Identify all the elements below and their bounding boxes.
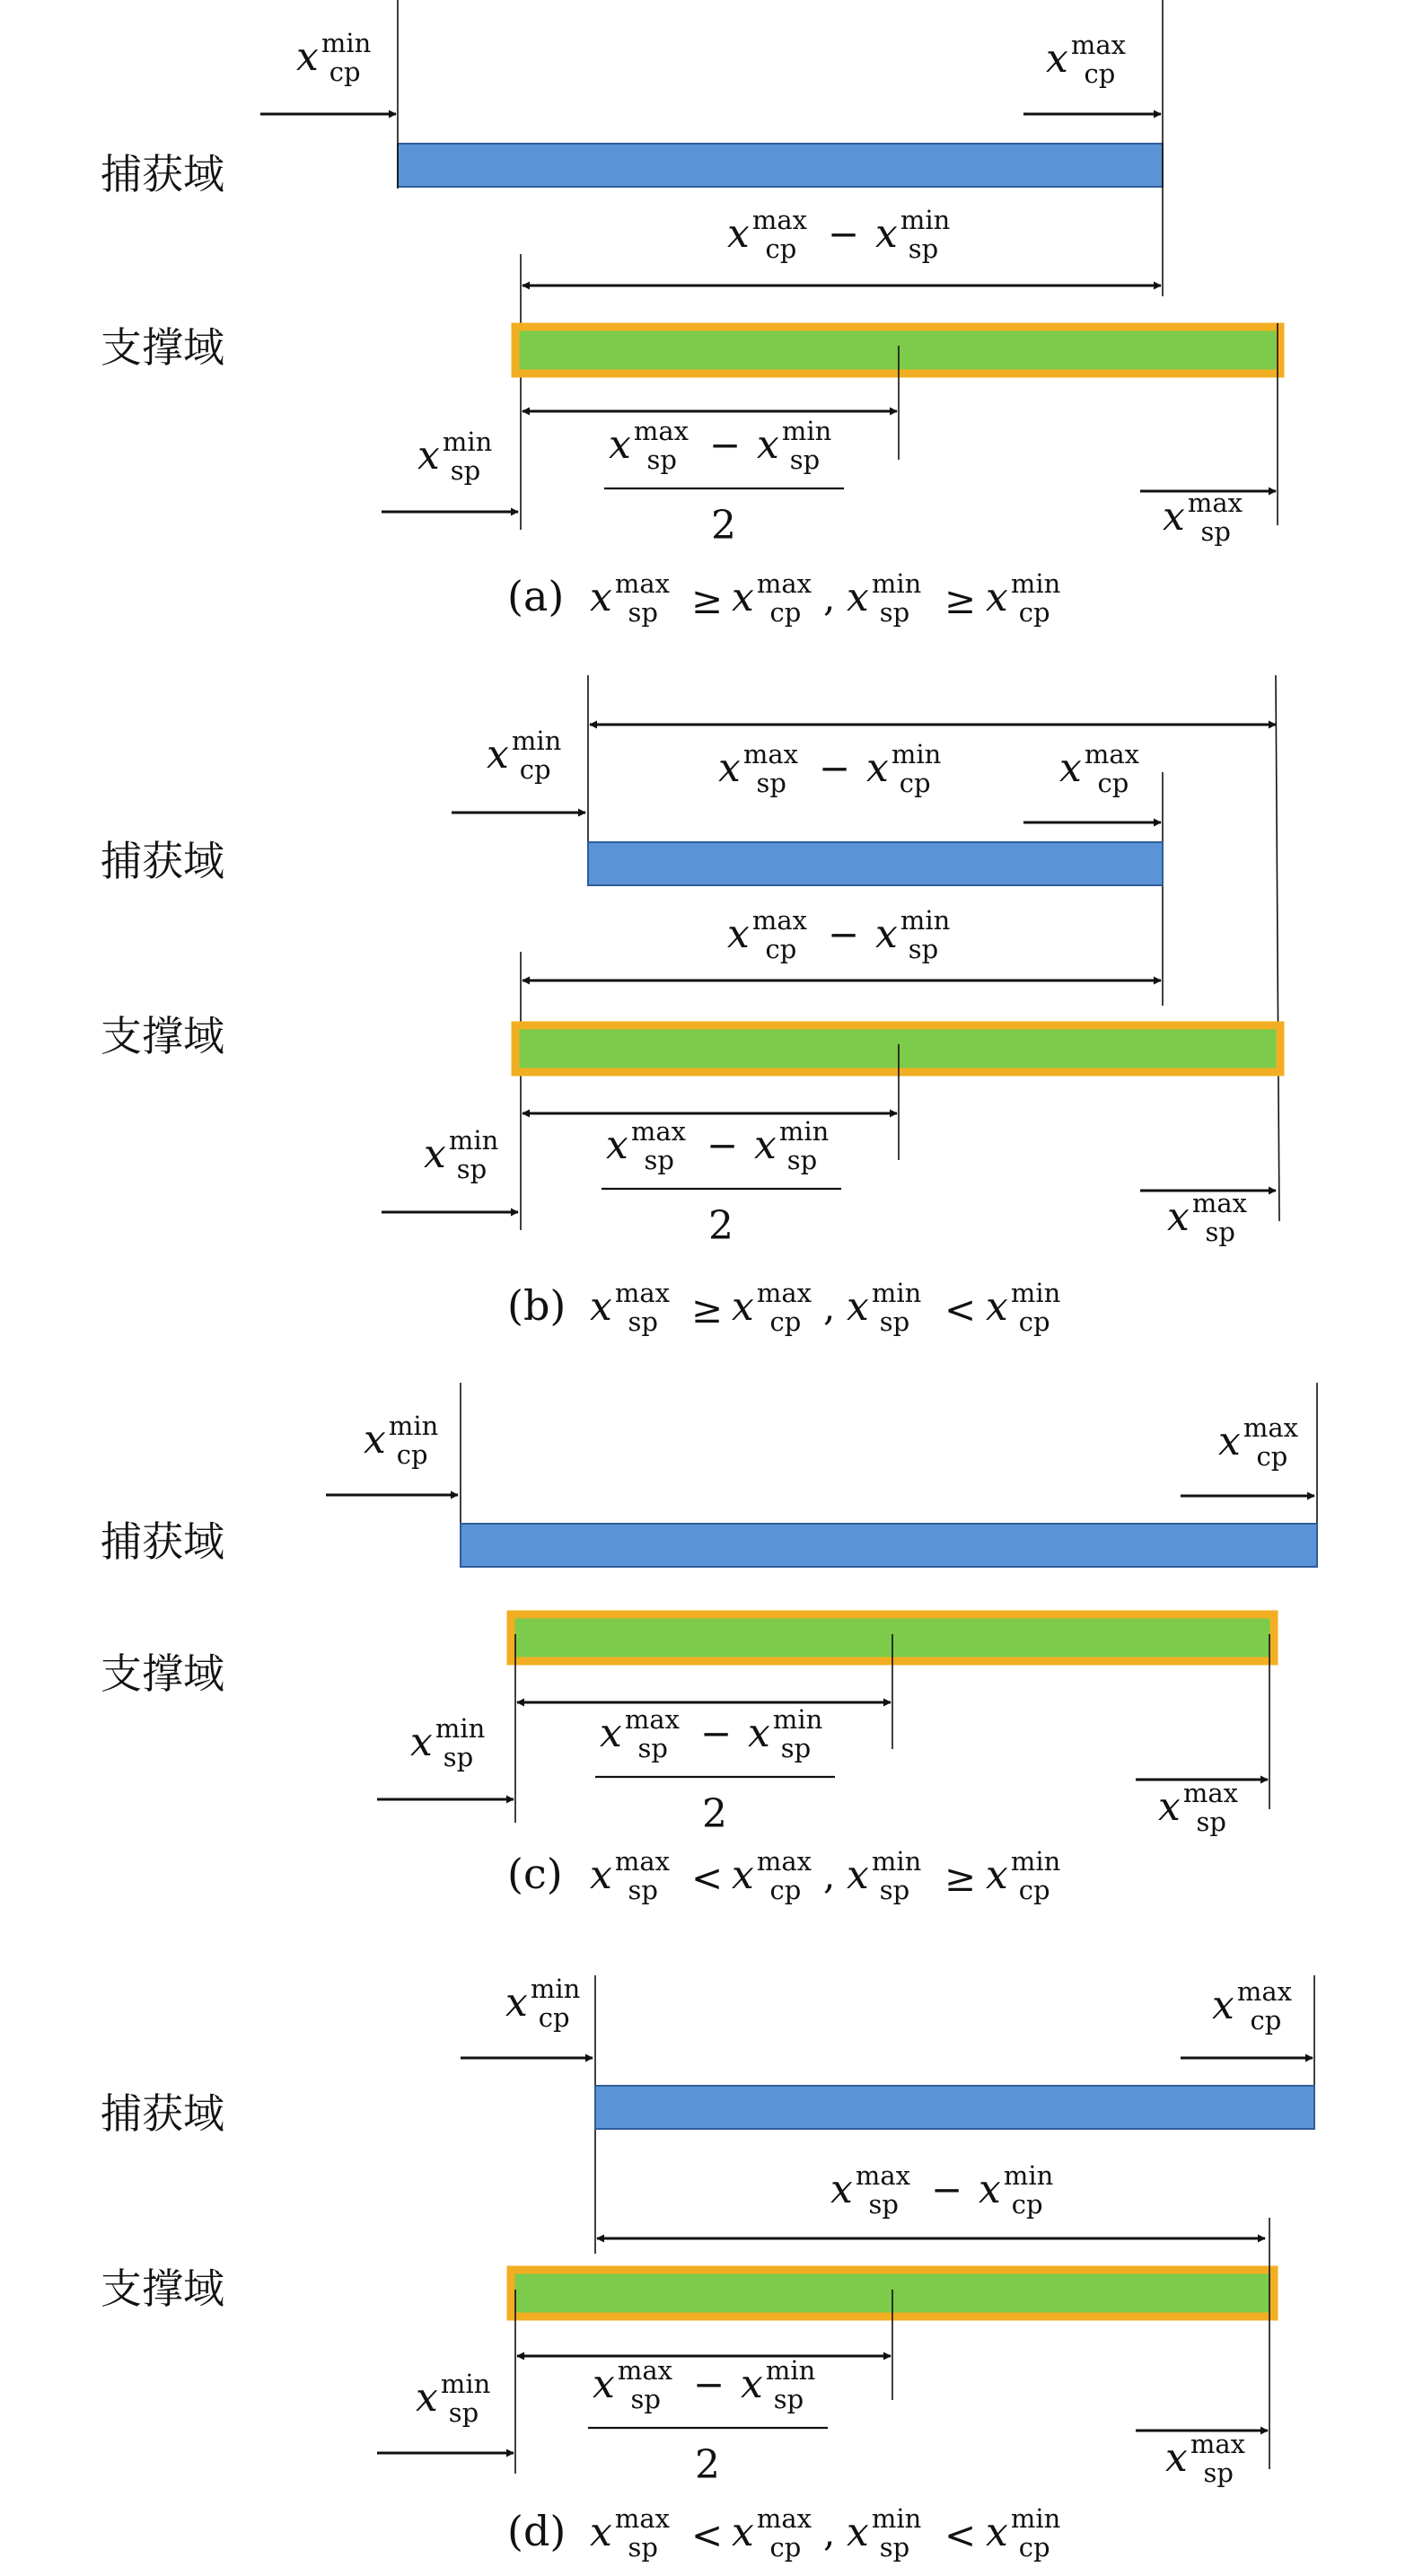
math-subscript: sp (786, 1145, 818, 1175)
math-base: x (732, 1852, 754, 1898)
math-base: x (847, 575, 869, 620)
fraction-numerator (606, 1116, 829, 1175)
minus-sign: − (693, 2362, 725, 2406)
math-subscript: cp (1018, 597, 1050, 628)
support-domain-bar (515, 327, 1280, 374)
math-superscript: min (1010, 1278, 1061, 1308)
math-superscript: max (624, 1704, 680, 1735)
math-subscript: sp (628, 597, 658, 628)
math-subscript: sp (1196, 1807, 1226, 1837)
math-subscript: cp (1011, 2189, 1043, 2220)
panel-b (101, 675, 1280, 1337)
math-base: x (590, 1284, 612, 1330)
math-superscript: min (442, 426, 493, 457)
math-superscript: min (765, 2355, 816, 2386)
capture-min-label (364, 1411, 438, 1470)
caption-c (507, 1846, 1060, 1905)
math-superscript: max (614, 568, 670, 599)
math-subscript: sp (908, 934, 939, 964)
math-base: x (732, 1284, 754, 1330)
subtrahend (979, 2160, 1053, 2220)
math-subscript: cp (396, 1439, 428, 1470)
math-subscript: sp (448, 2397, 479, 2428)
math-base: x (986, 1284, 1008, 1330)
math-superscript: min (891, 739, 942, 769)
math-base: x (1059, 745, 1082, 791)
caption-sp-min (847, 1846, 921, 1905)
math-base: x (875, 211, 898, 257)
dimension-label-spmax-cpmin (830, 2160, 1053, 2220)
caption-relation-max: < (691, 2513, 724, 2557)
minus-sign: − (707, 1123, 739, 1167)
math-subscript: sp (868, 2189, 899, 2220)
subtrahend (754, 1116, 829, 1175)
subtrahend (875, 905, 950, 964)
math-subscript: sp (879, 2532, 910, 2563)
capture-max-label (1218, 1412, 1298, 1472)
support-min-label (410, 1713, 485, 1772)
caption-cp-max (732, 1278, 812, 1337)
caption-relation-max: ≥ (691, 1288, 724, 1332)
math-base: x (875, 911, 898, 957)
math-subscript: cp (769, 597, 802, 628)
fraction-denominator: 2 (708, 1203, 733, 1249)
math-subscript: cp (1018, 2532, 1050, 2563)
math-base: x (1212, 1983, 1234, 2028)
caption-label: (d) (507, 2507, 566, 2555)
math-superscript: min (1010, 568, 1061, 599)
support-max-label (1158, 1778, 1238, 1837)
math-base: x (986, 575, 1008, 620)
caption-cp-min (986, 1846, 1060, 1905)
subtrahend (866, 739, 941, 798)
math-subscript: cp (765, 934, 797, 964)
fraction-numerator (593, 2355, 815, 2414)
math-subscript: sp (628, 2532, 658, 2563)
math-superscript: max (756, 568, 812, 599)
caption-sp-max (590, 1278, 670, 1337)
capture-domain-bar (461, 1524, 1317, 1567)
math-superscript: max (1191, 1188, 1247, 1218)
math-subscript: cp (1256, 1441, 1288, 1472)
caption-cp-min (986, 568, 1060, 628)
math-subscript: cp (769, 2532, 802, 2563)
subtrahend (875, 205, 950, 264)
math-subscript: sp (756, 768, 786, 798)
math-subscript: sp (780, 1733, 812, 1763)
capture-min-label (487, 725, 561, 785)
math-base: x (986, 1852, 1008, 1898)
caption-cp-min (986, 2503, 1060, 2563)
math-subscript: sp (879, 597, 910, 628)
math-base: x (424, 1131, 446, 1177)
minus-sign: − (709, 423, 742, 467)
math-base: x (364, 1417, 386, 1463)
capture-domain-bar (595, 2086, 1314, 2129)
minus-sign: − (700, 1711, 733, 1755)
support-domain-label: 支撑域 (101, 1649, 224, 1698)
caption-sp-min (847, 568, 921, 628)
math-base: x (847, 1284, 869, 1330)
math-base: x (1158, 1784, 1181, 1830)
math-base: x (732, 2510, 754, 2555)
math-base: x (410, 1719, 433, 1765)
dimension-label-spmax-cpmin (718, 739, 941, 798)
math-superscript: min (900, 205, 951, 235)
dimension-label-cpmax-spmin (727, 905, 950, 964)
math-subscript: sp (637, 1733, 668, 1763)
math-base: x (590, 1852, 612, 1898)
math-subscript: cp (899, 768, 931, 798)
subtrahend (748, 1704, 822, 1763)
math-base: x (1165, 2435, 1188, 2481)
minuend (606, 1116, 686, 1175)
capture-domain-label: 捕获域 (101, 837, 224, 885)
caption-label: (b) (507, 1281, 566, 1330)
math-superscript: max (742, 739, 798, 769)
math-superscript: max (614, 2503, 670, 2534)
math-base: x (847, 1852, 869, 1898)
half-width-fraction (595, 1704, 835, 1837)
subtrahend (741, 2355, 815, 2414)
math-base: x (417, 433, 440, 479)
math-subscript: sp (773, 2384, 804, 2414)
caption-label: (c) (507, 1850, 563, 1898)
minuend (718, 739, 798, 798)
minus-sign: − (931, 2167, 963, 2211)
caption-cp-min (986, 1278, 1060, 1337)
math-superscript: min (778, 1116, 830, 1147)
minuend (609, 416, 689, 475)
caption-sp-max (590, 2503, 670, 2563)
math-subscript: cp (765, 233, 797, 264)
minuend (830, 2160, 910, 2220)
capture-domain-label: 捕获域 (101, 1517, 224, 1566)
capture-max-label (1046, 30, 1126, 89)
capture-min-label (296, 28, 371, 87)
math-subscript: sp (443, 1742, 474, 1772)
minuend (727, 905, 807, 964)
math-superscript: max (1243, 1412, 1298, 1443)
support-max-label (1167, 1188, 1247, 1247)
math-base: x (1218, 1419, 1241, 1464)
math-subscript: cp (329, 57, 361, 87)
math-base: x (590, 575, 612, 620)
math-superscript: min (871, 1846, 922, 1877)
panel-a (101, 0, 1280, 628)
support-max-label (1163, 488, 1243, 547)
caption-relation-max: ≥ (691, 578, 724, 622)
math-superscript: max (1187, 488, 1243, 518)
math-subscript: cp (538, 2002, 570, 2033)
subtrahend (757, 416, 831, 475)
math-base: x (732, 575, 754, 620)
math-subscript: sp (879, 1875, 910, 1905)
math-superscript: min (781, 416, 832, 446)
math-base: x (296, 34, 319, 80)
caption-sp-min (847, 2503, 921, 2563)
math-superscript: max (1190, 2429, 1245, 2459)
caption-comma: , (823, 2510, 836, 2554)
half-width-fraction (604, 416, 844, 549)
math-superscript: max (1236, 1976, 1292, 2007)
math-subscript: sp (879, 1306, 910, 1337)
math-base: x (986, 2510, 1008, 2555)
math-subscript: sp (630, 2384, 661, 2414)
fraction-denominator: 2 (702, 1791, 727, 1837)
math-base: x (741, 2361, 763, 2407)
caption-comma: , (823, 576, 836, 620)
capture-domain-bar (398, 144, 1163, 187)
caption-relation-min: < (944, 1288, 977, 1332)
capture-max-label (1212, 1976, 1292, 2035)
support-domain-label: 支撑域 (101, 2264, 224, 2313)
math-base: x (1163, 494, 1185, 540)
math-superscript: max (614, 1278, 670, 1308)
math-base: x (1167, 1194, 1190, 1240)
panel-c (101, 1383, 1317, 1905)
math-subscript: cp (1084, 58, 1116, 89)
math-superscript: min (530, 1974, 581, 2004)
minus-sign: − (828, 912, 860, 956)
math-superscript: max (633, 416, 689, 446)
minus-sign: − (828, 212, 860, 256)
math-subscript: cp (1250, 2005, 1282, 2035)
capture-max-label (1059, 739, 1139, 798)
fraction-numerator (609, 416, 831, 475)
math-superscript: max (630, 1116, 686, 1147)
math-base: x (1046, 36, 1068, 82)
math-base: x (979, 2167, 1001, 2212)
math-superscript: min (900, 905, 951, 936)
math-subscript: sp (1203, 2457, 1234, 2488)
math-superscript: min (1003, 2160, 1054, 2191)
caption-relation-max: < (691, 1856, 724, 1900)
math-superscript: max (751, 205, 807, 235)
math-superscript: max (1070, 30, 1126, 60)
math-subscript: sp (456, 1154, 487, 1184)
math-base: x (593, 2361, 615, 2407)
support-domain-label: 支撑域 (101, 1012, 224, 1060)
caption-comma: , (823, 1853, 836, 1897)
math-base: x (727, 911, 750, 957)
math-subscript: sp (628, 1306, 658, 1337)
caption-sp-min (847, 1278, 921, 1337)
caption-relation-min: ≥ (944, 1856, 977, 1900)
math-superscript: max (756, 2503, 812, 2534)
math-base: x (718, 745, 741, 791)
math-base: x (606, 1122, 628, 1168)
caption-sp-max (590, 1846, 670, 1905)
math-base: x (748, 1710, 770, 1756)
math-base: x (830, 2167, 853, 2212)
math-subscript: cp (1018, 1875, 1050, 1905)
minus-sign: − (819, 746, 851, 790)
math-subscript: sp (628, 1875, 658, 1905)
math-superscript: max (1182, 1778, 1238, 1808)
math-superscript: max (756, 1278, 812, 1308)
capture-domain-label: 捕获域 (101, 2089, 224, 2138)
support-min-label (417, 426, 492, 486)
math-base: x (754, 1122, 777, 1168)
math-superscript: min (871, 2503, 922, 2534)
math-subscript: cp (769, 1875, 802, 1905)
math-superscript: max (756, 1846, 812, 1877)
caption-comma: , (823, 1285, 836, 1329)
fraction-numerator (600, 1704, 822, 1763)
caption-cp-max (732, 1846, 812, 1905)
fraction-denominator: 2 (711, 503, 736, 549)
math-subscript: cp (1097, 768, 1129, 798)
caption-a (507, 568, 1060, 628)
dimension-label-cpmax-spmin (727, 205, 950, 264)
half-width-fraction (602, 1116, 841, 1249)
support-min-label (416, 2369, 490, 2428)
math-subscript: sp (1205, 1217, 1235, 1247)
math-subscript: sp (450, 455, 481, 486)
math-subscript: sp (644, 1145, 674, 1175)
math-base: x (416, 2375, 438, 2421)
caption-relation-min: ≥ (944, 578, 977, 622)
caption-label: (a) (507, 572, 565, 620)
math-superscript: min (440, 2369, 491, 2399)
math-superscript: min (871, 1278, 922, 1308)
math-subscript: sp (908, 233, 939, 264)
math-superscript: min (388, 1411, 439, 1441)
math-superscript: min (511, 725, 562, 756)
support-min-label (424, 1125, 498, 1184)
caption-sp-max (590, 568, 670, 628)
half-width-fraction (588, 2355, 828, 2488)
math-base: x (866, 745, 889, 791)
minuend (600, 1704, 680, 1763)
math-subscript: cp (769, 1306, 802, 1337)
math-base: x (847, 2510, 869, 2555)
math-superscript: min (1010, 2503, 1061, 2534)
support-domain-bar (515, 1025, 1280, 1072)
math-subscript: cp (1018, 1306, 1050, 1337)
math-base: x (505, 1980, 528, 2026)
math-superscript: min (871, 568, 922, 599)
math-superscript: max (617, 2355, 672, 2386)
math-superscript: max (614, 1846, 670, 1877)
panel-d (101, 1974, 1314, 2563)
math-subscript: sp (646, 444, 677, 475)
math-superscript: min (321, 28, 372, 58)
capture-domain-bar (588, 842, 1163, 885)
math-superscript: max (855, 2160, 910, 2191)
math-base: x (757, 422, 779, 468)
math-superscript: min (448, 1125, 499, 1156)
minuend (593, 2355, 672, 2414)
capture-domain-label: 捕获域 (101, 150, 224, 198)
math-base: x (600, 1710, 622, 1756)
math-base: x (590, 2510, 612, 2555)
support-max-label (1165, 2429, 1245, 2488)
math-subscript: sp (1200, 516, 1231, 547)
math-superscript: min (1010, 1846, 1061, 1877)
support-max-guide (1276, 675, 1279, 1221)
caption-cp-max (732, 568, 812, 628)
math-base: x (609, 422, 631, 468)
math-superscript: max (1084, 739, 1139, 769)
math-base: x (487, 732, 509, 778)
caption-d (507, 2503, 1060, 2563)
math-base: x (727, 211, 750, 257)
minuend (727, 205, 807, 264)
capture-min-label (505, 1974, 580, 2033)
math-subscript: sp (789, 444, 821, 475)
caption-b (507, 1278, 1060, 1337)
math-superscript: min (772, 1704, 823, 1735)
math-superscript: min (435, 1713, 486, 1744)
caption-cp-max (732, 2503, 812, 2563)
fraction-denominator: 2 (695, 2442, 720, 2488)
support-domain-label: 支撑域 (101, 323, 224, 372)
caption-relation-min: < (944, 2513, 977, 2557)
math-subscript: cp (519, 754, 551, 785)
math-superscript: max (751, 905, 807, 936)
